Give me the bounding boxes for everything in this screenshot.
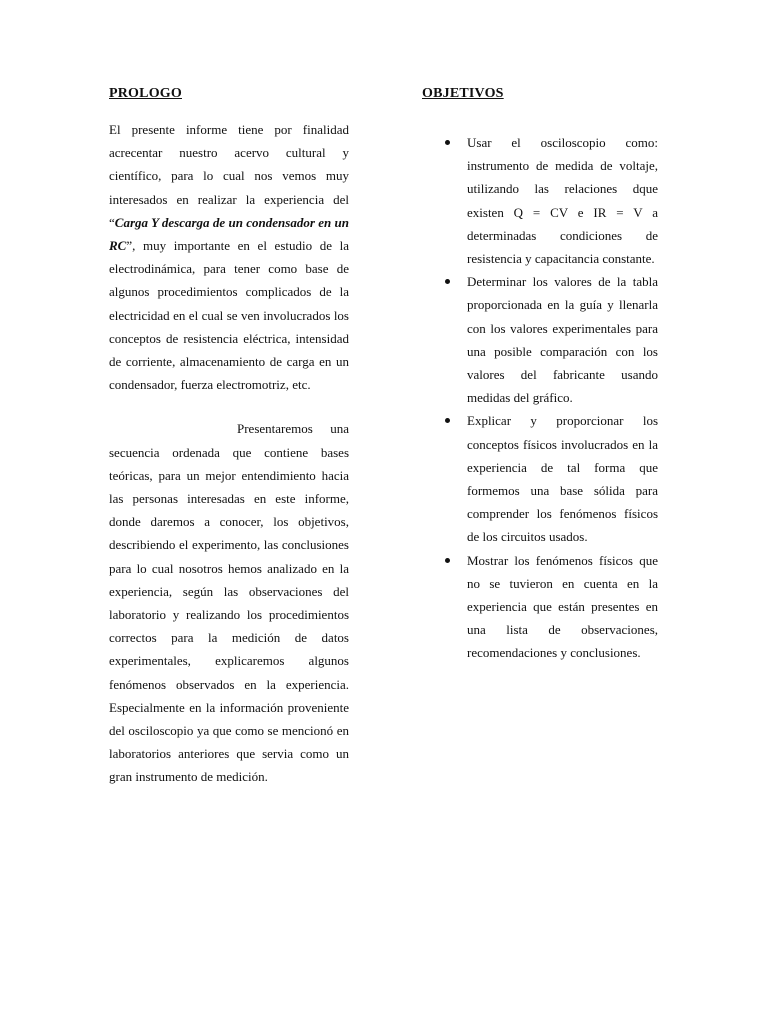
prologo-heading: PROLOGO [109,86,182,101]
list-item [422,131,658,270]
prologo-paragraph-1 [109,118,349,396]
objetivo-text: Mostrar los fenómenos físicos que no se tuvieron en cuenta en la experiencia que están presentes en una lista de observaciones, recomendaciones y conclusiones. [467,552,658,661]
list-item [422,549,658,665]
list-item [422,270,658,409]
bullet-icon [445,418,450,423]
experiment-title: Carga Y descarga de un condensador en un RC [109,214,349,254]
objetivo-text: Determinar los valores de la tabla proporcionada en la guía y llenarla con los valores experimentales para una posible comparación con los valores del fabricante usando medidas del gráfico. [467,274,658,406]
list-item [422,409,658,548]
prologo-p1-text-before: El presente informe tiene por finalidad acrecentar nuestro acervo cultural y científico, para lo cual nos vemos muy interesados en realizar la experiencia del “ [109,122,349,230]
bullet-icon [445,140,450,145]
prologo-p1-text-after: ”, muy importante en el estudio de la electrodinámica, para tener como base de algunos procedimientos complicados de la electricidad en el cual se ven involucrados los conceptos de resistencia eléctrica, intensidad de corriente, almacenamiento de carga en un condensador, fuerza electromotriz, etc. [109,238,349,393]
bullet-icon [445,279,450,284]
prologo-paragraph-2: Presentaremos una secuencia ordenada que contiene bases teóricas, para un mejor entendimiento hacia las personas interesadas en este informe, donde daremos a conocer, los objetivos, describiendo el experimento, las conclusiones para lo cual nosotros hemos analizado en la experiencia, según las observaciones del laboratorio y realizando los procedimientos correctos para la medición de datos experimentales, explicaremos algunos fenómenos observados en la experiencia. Especialmente en la información proveniente del osciloscopio ya que como se mencionó en laboratorios anteriores que servia como un gran instrumento de medición. [109,421,349,785]
objetivo-text: Usar el osciloscopio como: instrumento de medida de voltaje, utilizando las relaciones dque existen Q = CV e IR = V a determinadas condiciones de resistencia y capacitancia constante. [467,135,658,267]
prologo-section [109,84,349,789]
objetivos-list [422,131,658,665]
objetivo-text: Explicar y proporcionar los conceptos físicos involucrados en la experiencia de tal forma que formemos una base sólida para comprender los fenómenos físicos de los circuitos usados. [467,413,658,545]
bullet-icon [445,558,450,563]
objetivos-heading: OBJETIVOS [422,86,504,101]
objetivos-section [422,84,658,665]
